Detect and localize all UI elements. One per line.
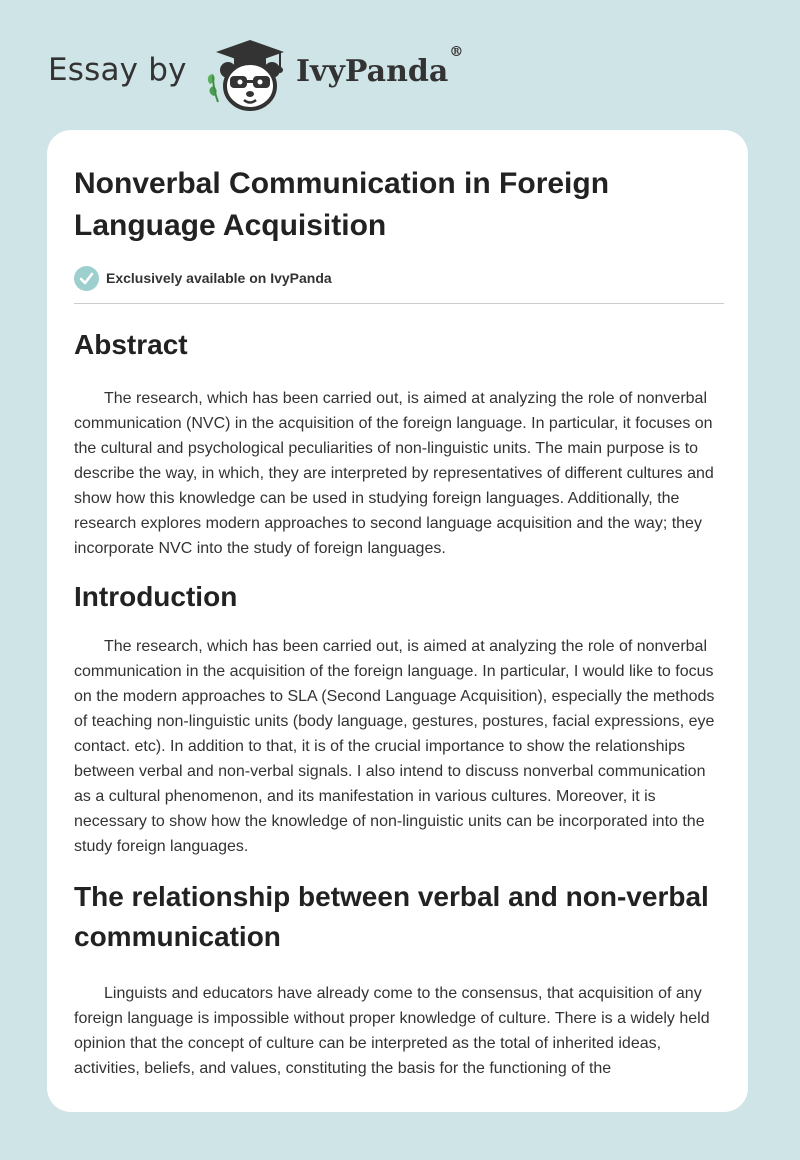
divider [74, 303, 724, 304]
registered-mark: ® [449, 44, 464, 60]
exclusive-label: Exclusively available on IvyPanda [106, 270, 332, 286]
section-paragraph-abstract: The research, which has been carried out, is aimed at analyzing the role of nonverbal communication (NVC) in the acquisition of the foreign language. In particular, it focuses on the cultural and psychological peculiarities of non-linguistic units. The main purpose is to describe the way, in which, they are interpreted by representatives of different cultures and show how this knowledge can be used in studying foreign languages. Additionally, the research explores modern approaches to second language acquisition and the way; they incorporate NVC into the study of foreign languages. [74, 390, 714, 557]
section-heading-introduction: Introduction [74, 581, 238, 612]
panda-graduate-logo-icon[interactable] [204, 36, 290, 112]
exclusive-badge [74, 264, 724, 292]
section-heading-relationship: The relationship between verbal and non-verbal communication [74, 881, 709, 952]
section-heading-abstract: Abstract [74, 329, 188, 360]
site-header [48, 32, 548, 112]
section-paragraph-relationship: Linguists and educators have already come to the consensus, that acquisition of any foreign language is impossible without proper knowledge of culture. There is a widely held opinion that the concept of culture can be interpreted as the total of inherited ideas, activities, beliefs, and values, constituting the basis for the functioning of the [74, 985, 710, 1077]
essay-by-label: Essay by [48, 52, 187, 88]
article-title: Nonverbal Communication in Foreign Language Acquisition [74, 167, 610, 242]
section-paragraph-introduction: The research, which has been carried out, is aimed at analyzing the role of nonverbal communication in the acquisition of the foreign language. In particular, I would like to focus on the modern approaches to SLA (Second Language Acquisition), especially the methods of teaching non-linguistic units (body language, gestures, postures, facial expressions, eye contact. etc). In addition to that, it is of the crucial importance to show the relationships between verbal and non-verbal signals. I also intend to discuss nonverbal communication as a cultural phenomenon, and its manifestation in various cultures. Moreover, it is necessary to show how the knowledge of non-linguistic units can be incorporated into the study foreign languages. [74, 638, 715, 855]
article-content [74, 163, 724, 1081]
check-circle-icon [74, 266, 99, 291]
article-card [47, 130, 748, 1112]
brand-name[interactable]: IvyPanda® [296, 44, 464, 89]
